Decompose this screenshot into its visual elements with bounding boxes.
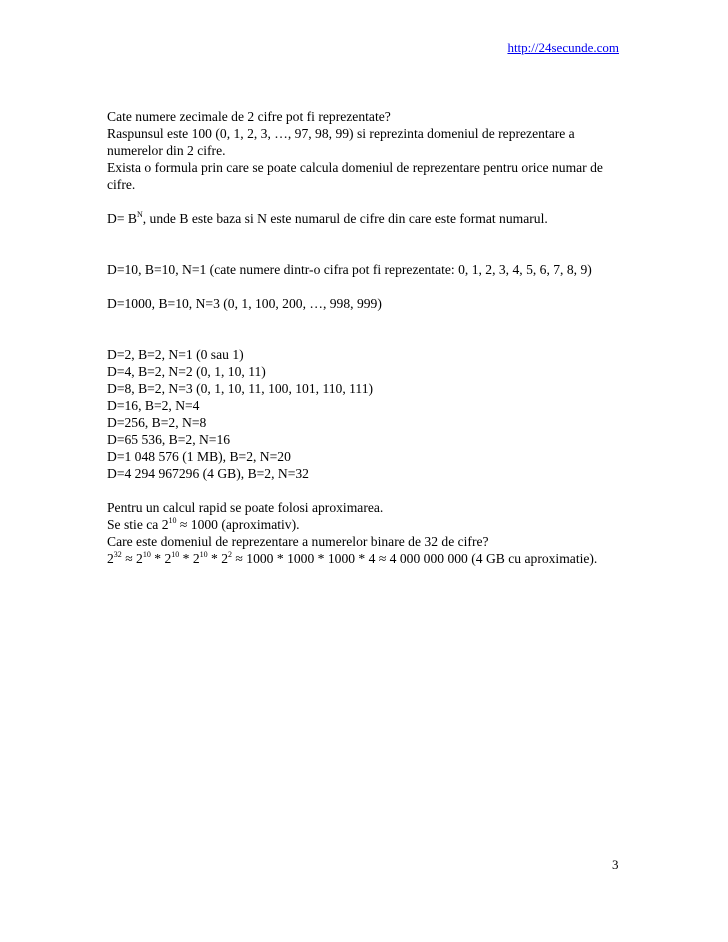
formula-suffix: , unde B este baza si N este numarul de cifre din care este format numarul. (142, 211, 548, 226)
calc-text: * 2 (207, 551, 229, 566)
calc-text: ≈ 2 (121, 551, 143, 566)
calc-exp: 10 (199, 550, 208, 559)
binary-example: D=1 048 576 (1 MB), B=2, N=20 (107, 449, 291, 464)
approx-prefix: Se stie ca 2 (107, 517, 169, 532)
question-1: Cate numere zecimale de 2 cifre pot fi reprezentate? (107, 109, 391, 124)
binary-example: D=16, B=2, N=4 (107, 398, 200, 413)
example-decimal-2: D=1000, B=10, N=3 (0, 1, 100, 200, …, 998, 999) (107, 296, 382, 311)
page-number: 3 (612, 857, 619, 872)
calc-text: ≈ 1000 * 1000 * 1000 * 4 ≈ 4 000 000 000 (4 GB cu aproximatie). (232, 551, 598, 566)
answer-1: Raspunsul este 100 (0, 1, 2, 3, …, 97, 98, 99) si reprezinta domeniul de reprezentare a numerelor din 2 cifre. (107, 126, 575, 158)
binary-example: D=4 294 967296 (4 GB), B=2, N=32 (107, 466, 309, 481)
approximation-intro: Pentru un calcul rapid se poate folosi aproximarea. (107, 500, 384, 515)
binary-example: D=8, B=2, N=3 (0, 1, 10, 11, 100, 101, 110, 111) (107, 381, 374, 396)
binary-example: D=65 536, B=2, N=16 (107, 432, 231, 447)
question-2: Care este domeniul de reprezentare a numerelor binare de 32 de cifre? (107, 534, 489, 549)
calc-exp: 2 (228, 550, 233, 559)
calc-exp: 32 (113, 550, 122, 559)
paragraph-formula-intro: Exista o formula prin care se poate calcula domeniul de reprezentare pentru orice numar de cifre. (107, 160, 603, 192)
calc-base: 2 (107, 551, 114, 566)
binary-example: D=256, B=2, N=8 (107, 415, 207, 430)
calc-text: * 2 (150, 551, 172, 566)
approx-exponent: 10 (168, 516, 177, 525)
calc-exp: 10 (142, 550, 151, 559)
formula-prefix: D= B (107, 211, 137, 226)
binary-example: D=2, B=2, N=1 (0 sau 1) (107, 347, 244, 362)
binary-example: D=4, B=2, N=2 (0, 1, 10, 11) (107, 364, 266, 379)
example-decimal-1: D=10, B=10, N=1 (cate numere dintr-o cifra pot fi reprezentate: 0, 1, 2, 3, 4, 5, 6, 7, 8, 9) (107, 262, 592, 277)
calc-exp: 10 (171, 550, 180, 559)
approximation-line (107, 516, 627, 533)
document-body (107, 108, 627, 567)
header-link[interactable]: http://24secunde.com (507, 40, 619, 55)
formula-exponent: N (136, 210, 143, 219)
formula-line (107, 210, 627, 227)
calc-text: * 2 (179, 551, 200, 566)
approx-suffix: ≈ 1000 (aproximativ). (176, 517, 300, 532)
calculation-line (107, 550, 627, 567)
